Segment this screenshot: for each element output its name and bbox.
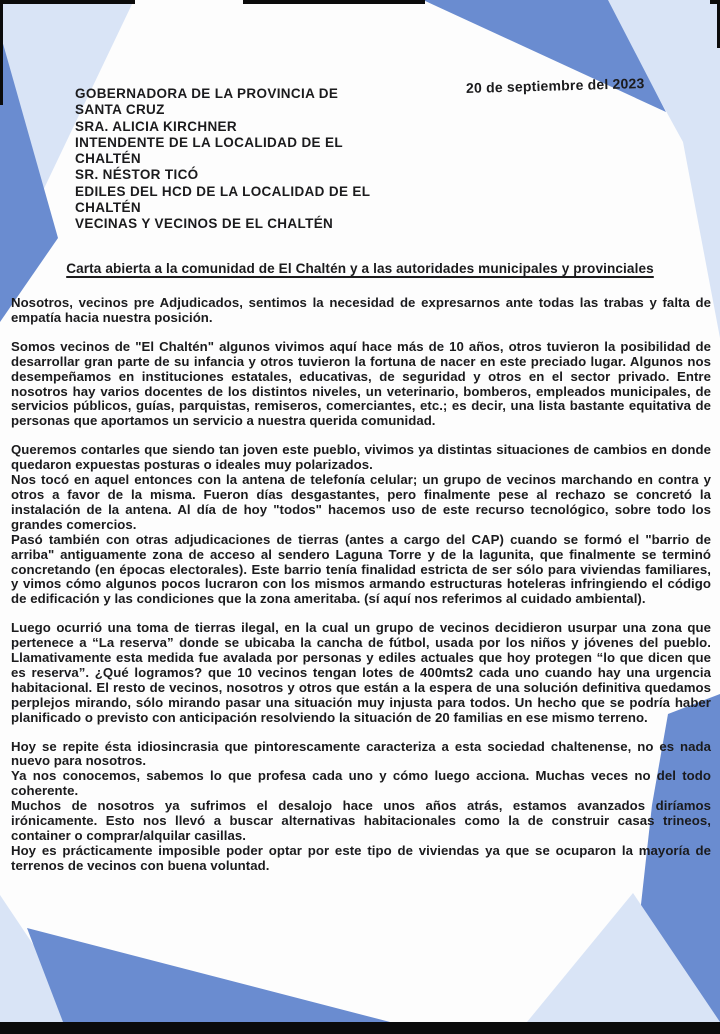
paragraph-group: [11, 340, 711, 429]
recipient-block: [75, 86, 370, 233]
recipient-line: GOBERNADORA DE LA PROVINCIA DE: [75, 86, 339, 101]
paragraph: Hoy se repite ésta idiosincrasia que pintorescamente caracteriza a esta sociedad chaltenense, no es nada nuevo para nosotros.: [11, 738, 711, 769]
recipient-line: CHALTÉN: [75, 151, 141, 167]
recipient-line: VECINAS Y VECINOS DE EL CHALTÉN: [75, 216, 334, 232]
letter-date: 20 de septiembre del 2023: [465, 75, 645, 96]
paragraph: Luego ocurrió una toma de tierras ilegal, en la cual un grupo de vecinos decidieron usurpar una zona que pertenece a “La reserva” donde se ubicaba la cancha de fútbol, usada por los niños y jóvenes del pueblo. Llamativamente esta medida fue avalada por personas y ediles actuales que hoy protegen “lo que dicen que es reserva”. ¿Qué logramos? que 10 vecinos tengan lotes de 400mts2 cada uno cuando hay una urgencia habitacional. El resto de vecinos, nosotros y otros que están a la espera de una solución definitiva quedamos perplejos mirando, sólo mirando pasar una situación muy injusta para todos. Un hecho que se podría haber planificado o previsto con anticipación resolviendo la situación de 20 familias en ese mismo terreno.: [11, 620, 711, 725]
paragraph: Ya nos conocemos, sabemos lo que profesa cada uno y cómo luego acciona. Muchas veces no del todo coherente.: [11, 768, 711, 799]
recipient-line: SR. NÉSTOR TICÓ: [75, 167, 199, 183]
recipient-line: INTENDENTE DE LA LOCALIDAD DE EL: [75, 134, 343, 150]
paragraph: Somos vecinos de "El Chaltén" algunos vivimos aquí hace más de 10 años, otros tuvieron la posibilidad de desarrollar gran parte de su infancia y otros tuvieron la fortuna de nacer en este preciado lugar. Algunos nos desempeñamos en instituciones estatales, educativas, de seguridad y otros en el sector privado. Entre nosotros hay varios docentes de los distintos niveles, un veterinario, bomberos, empleados municipales, de servicios públicos, guías, parquistas, remiseros, comerciantes, etc.; es decir, una lista bastante equitativa de personas que aportamos un servicio a nuestra querida comunidad.: [11, 338, 711, 429]
paragraph: Pasó también con otras adjudicaciones de tierras (antes a cargo del CAP) cuando se formó el "barrio de arriba" antiguamente zona de acceso al sendero Laguna Torre y de la lagunita, que finalmente se terminó concretando (en épocas electorales). Este barrio tenía finalidad estricta de ser sólo para viviendas familiares, y vimos cómo algunos pocos lucraron con los mismos armando estructuras hoteleras infringiendo el código de edificación y las condiciones que la zona ameritaba. (sí aquí nos referimos al cuidado ambiental).: [11, 531, 711, 607]
paragraph-group: [11, 740, 711, 874]
paragraph: Nos tocó en aquel entonces con la antena de telefonía celular; un grupo de vecinos marchando en contra y otros a favor de la misma. Fueron días desgastantes, pero finalmente pese al rechazo se concretó la instalación de la antena. Al día de hoy "todos" hacemos uso de este recurso tecnológico, sobre todo los grandes comercios.: [11, 472, 711, 532]
paragraph: Muchos de nosotros ya sufrimos el desalojo hace unos años atrás, estamos avanzados diríamos irónicamente. Esto nos llevó a buscar alternativas habitacionales como la de construir casas trineos, container o comprar/alquilar casillas.: [11, 798, 711, 843]
paragraph: Nosotros, vecinos pre Adjudicados, sentimos la necesidad de expresarnos ante todas las trabas y falta de empatía hacia nuestra posición.: [11, 295, 711, 325]
recipient-line: SRA. ALICIA KIRCHNER: [75, 118, 237, 134]
recipient-line: CHALTÉN: [75, 200, 141, 216]
paragraph-group: [11, 621, 711, 725]
letter-body: [11, 296, 711, 874]
paragraph-group: [11, 443, 711, 607]
recipient-line: SANTA CRUZ: [75, 102, 165, 118]
letter-title: Carta abierta a la comunidad de El Chaltén y a las autoridades municipales y provinciales: [66, 261, 654, 276]
paragraph: Queremos contarles que siendo tan joven este pueblo, vivimos ya distintas situaciones de cambios en donde quedaron expuestas posturas o ideales muy polarizados.: [11, 442, 711, 473]
paragraph: Hoy es prácticamente imposible poder optar por este tipo de viviendas ya que se ocuparon la mayoría de terrenos de vecinos con buena voluntad.: [11, 842, 711, 873]
paragraph-group: [11, 296, 711, 326]
recipient-line: EDILES DEL HCD DE LA LOCALIDAD DE EL: [75, 183, 371, 199]
